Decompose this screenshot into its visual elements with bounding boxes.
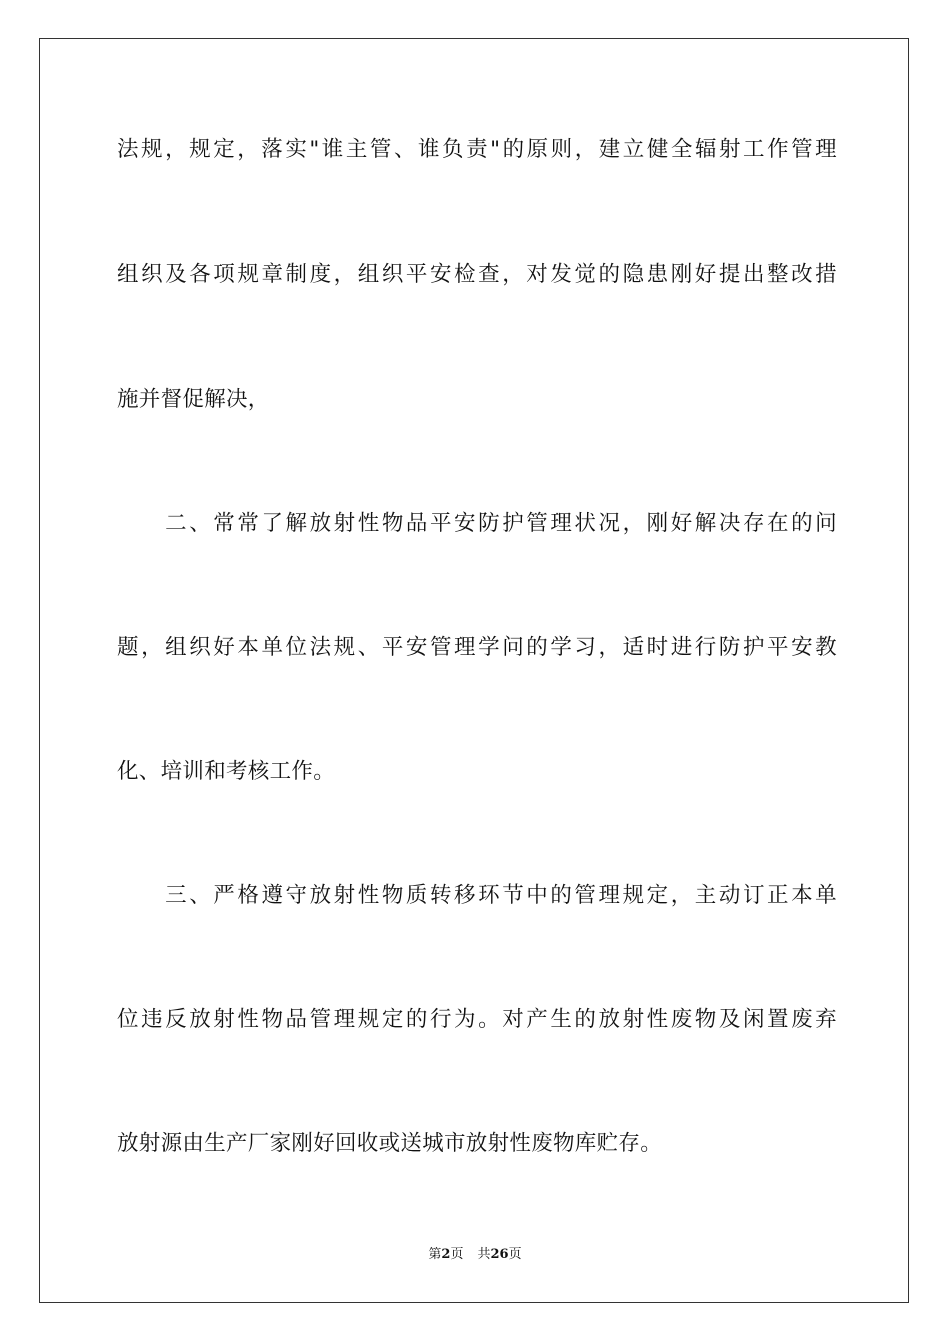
body-text-line: 施并督促解决， [117,387,270,412]
page-number: 2 [441,1247,451,1262]
total-pages: 26 [490,1247,509,1262]
body-text-line: 题，组织好本单位法规、平安管理学问的学习，适时进行防护平安教 [117,635,837,660]
total-pages-label: 共26页 [477,1247,522,1262]
body-text-line: 三、严格遵守放射性物质转移环节中的管理规定，主动订正本单 [117,883,837,908]
body-text-line: 二、常常了解放射性物品平安防护管理状况，刚好解决存在的问 [117,511,837,536]
body-text-line: 组织及各项规章制度，组织平安检查，对发觉的隐患刚好提出整改措 [117,262,837,287]
page-border [39,38,909,1303]
body-text-line: 放射源由生产厂家刚好回收或送城市放射性废物库贮存。 [117,1131,663,1156]
body-text-line: 位违反放射性物品管理规定的行为。对产生的放射性废物及闲置废弃 [117,1007,837,1032]
page-label: 第2页 [428,1247,464,1262]
page-footer [0,1246,950,1264]
body-text-line: 法规，规定，落实"谁主管、谁负责"的原则，建立健全辐射工作管理 [117,137,837,162]
body-text-line: 化、培训和考核工作。 [117,759,336,784]
